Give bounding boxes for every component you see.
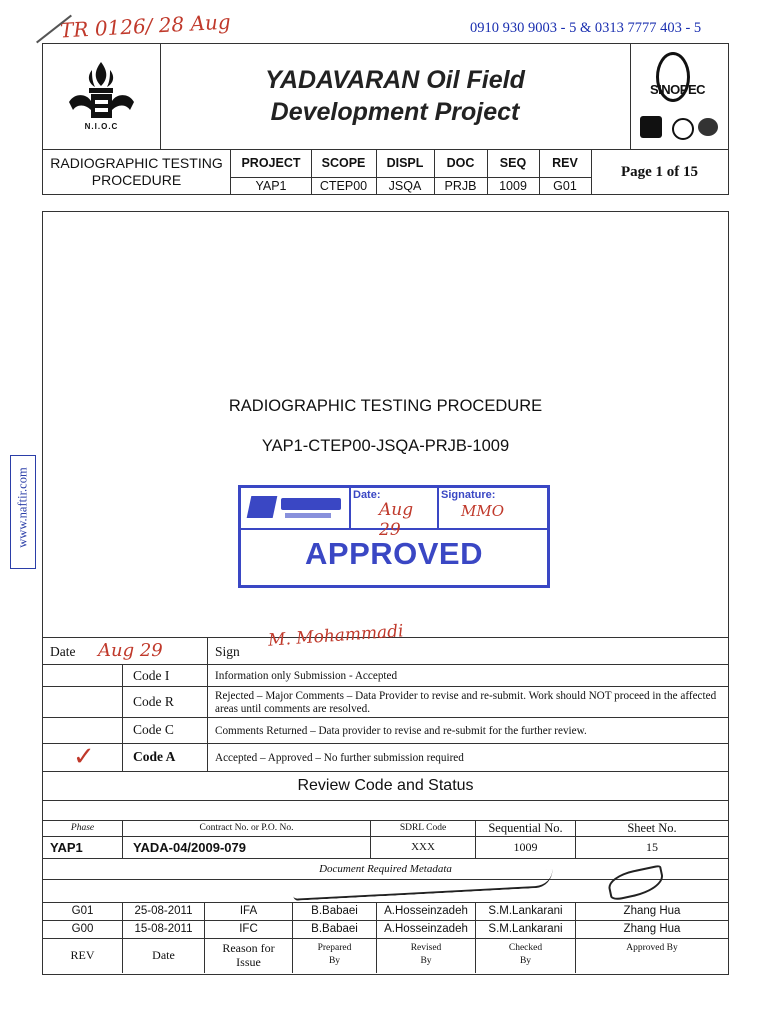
code-label: DOC: [434, 150, 487, 178]
company-logo-cell: [43, 44, 161, 149]
document-header: [42, 43, 729, 195]
rev-prepared: B.Babaei: [293, 903, 377, 921]
code-name: Code I: [123, 665, 208, 687]
body-title: RADIOGRAPHIC TESTING PROCEDURE: [228, 397, 543, 415]
code-rev: [539, 150, 592, 195]
sheet-header: Sheet No.: [627, 821, 677, 835]
code-description: Information only Submission - Accepted: [215, 670, 398, 682]
sdrl-header: SDRL Code: [371, 821, 476, 837]
sign-cell: [208, 621, 728, 665]
review-sign-row: [43, 621, 728, 665]
stamp-logo-cell: [241, 488, 351, 528]
stamp-logo-icon: [285, 513, 331, 518]
rev-header: REV: [43, 939, 123, 973]
check-mark-icon: ✓: [73, 742, 95, 772]
sheet-value: 15: [646, 840, 658, 854]
contract-value: YADA-04/2009-079: [123, 837, 371, 859]
project-title-line2: Development Project: [270, 98, 520, 126]
code-project: [231, 150, 312, 195]
stamp-logo-icon: [247, 496, 278, 518]
sign-label: Sign: [215, 644, 240, 659]
company-logo-label: N.I.O.C: [84, 122, 119, 131]
document-code-row: [43, 149, 728, 195]
stamp-status: APPROVED: [305, 536, 483, 571]
signatures-row: [43, 879, 728, 903]
reason-header: Reason for Issue: [205, 939, 293, 973]
nioc-logo-icon: [43, 44, 160, 149]
revised-header: Revised By: [377, 939, 476, 973]
code-description: Accepted – Approved – No further submission required: [215, 752, 464, 764]
contract-header-row: [43, 820, 728, 837]
rev-checked: S.M.Lankarani: [476, 903, 576, 921]
approved-header: Approved By: [626, 943, 678, 953]
page-number: Page 1 of 15: [620, 164, 699, 180]
rev-approved: Zhang Hua: [623, 905, 681, 917]
revision-row: [43, 902, 728, 921]
website-watermark: [10, 455, 36, 569]
phase-header: Phase: [43, 821, 123, 837]
review-title-row: [43, 771, 728, 801]
stamp-date-cell: [349, 488, 439, 540]
review-code-row: [43, 743, 728, 772]
rev-revised: A.Hosseinzadeh: [377, 921, 476, 939]
check-cell: [43, 744, 123, 772]
date-label: Date: [50, 644, 76, 659]
body-doc-code: YAP1-CTEP00-JSQA-PRJB-1009: [261, 437, 510, 455]
partner-logo-cell: [630, 44, 728, 149]
code-value: G01: [553, 179, 577, 193]
rev-date: 15-08-2011: [123, 921, 205, 939]
code-seq: [487, 150, 540, 195]
code-name: Code R: [123, 687, 208, 718]
partner-logo-text: SINOPEC: [650, 82, 706, 97]
code-value: 1009: [499, 179, 527, 193]
sign-value: M. Mohammadi: [267, 621, 405, 651]
sequential-value: 1009: [476, 837, 576, 859]
partner-badge-icon: [698, 118, 718, 136]
sequential-header: Sequential No.: [476, 821, 576, 837]
code-doc: [434, 150, 488, 195]
metadata-title: Document Required Metadata: [319, 863, 452, 875]
check-cell: [43, 718, 123, 744]
prepared-header: Prepared By: [293, 939, 377, 973]
rev-date: 25-08-2011: [123, 903, 205, 921]
project-title-cell: [160, 44, 631, 149]
review-title: Review Code and Status: [297, 777, 474, 794]
rev-checked: S.M.Lankarani: [476, 921, 576, 939]
date-cell: [43, 638, 208, 665]
revision-row: [43, 920, 728, 939]
partner-badge-icon: [640, 116, 662, 138]
review-code-row: [43, 717, 728, 744]
partner-badge-icon: [672, 118, 694, 140]
sdrl-value: XXX: [371, 837, 476, 859]
rev-reason: IFA: [205, 903, 293, 921]
check-cell: [43, 687, 123, 718]
check-cell: [43, 665, 123, 687]
stamp-header-row: [241, 488, 547, 540]
stamp-signature-label: Signature:: [441, 489, 496, 501]
stamp-signature-value: MMO: [461, 502, 505, 520]
code-value: YAP1: [255, 179, 287, 193]
review-code-row: [43, 664, 728, 687]
contract-header: Contract No. or P.O. No.: [123, 821, 371, 837]
code-displ: [376, 150, 435, 195]
stamp-date-value: Aug 29: [379, 500, 414, 540]
date-value: Aug 29: [98, 640, 163, 661]
code-value: CTEP00: [319, 179, 368, 193]
phase-value: YAP1: [43, 837, 123, 859]
revision-header-row: [43, 938, 728, 973]
code-label: DISPL: [376, 150, 434, 178]
code-value: JSQA: [388, 179, 422, 193]
date-header: Date: [123, 939, 205, 973]
code-name: Code A: [123, 744, 208, 772]
code-label: PROJECT: [231, 150, 311, 178]
code-description: Comments Returned – Data provider to revise and re-submit for the further review.: [215, 725, 587, 737]
handwritten-reference: TR 0126/ 28 Aug: [59, 9, 232, 43]
rev-revised: A.Hosseinzadeh: [377, 903, 476, 921]
code-description: Rejected – Major Comments – Data Provider to revise and re-submit. Work should NOT proceed in the affected areas until comments are resolved.: [215, 690, 717, 715]
document-body-frame: [42, 211, 729, 975]
review-code-row: [43, 686, 728, 718]
rev-prepared: B.Babaei: [293, 921, 377, 939]
approval-stamp: [238, 485, 550, 588]
code-label: REV: [539, 150, 591, 178]
rev-code: G00: [43, 921, 123, 939]
stamp-logo-icon: [281, 498, 341, 510]
code-value: PRJB: [444, 179, 477, 193]
code-label: SCOPE: [311, 150, 376, 178]
phone-numbers: 0910 930 9003 - 5 & 0313 7777 403 - 5: [470, 20, 702, 36]
project-title-line1: YADAVARAN Oil Field: [265, 66, 525, 94]
code-label: SEQ: [487, 150, 539, 178]
spacer-row: [43, 800, 728, 821]
website-watermark-text: www.naftir.com: [15, 467, 30, 548]
checked-header: Checked By: [476, 939, 576, 973]
rev-code: G01: [43, 903, 123, 921]
rev-approved: Zhang Hua: [623, 923, 681, 935]
rev-reason: IFC: [205, 921, 293, 939]
code-name: Code C: [123, 718, 208, 744]
contract-value-row: [43, 836, 728, 859]
document-title: RADIOGRAPHIC TESTING PROCEDURE: [43, 150, 231, 195]
code-scope: [311, 150, 377, 195]
stamp-date-label: Date:: [353, 489, 381, 501]
stamp-signature-cell: [437, 488, 547, 528]
